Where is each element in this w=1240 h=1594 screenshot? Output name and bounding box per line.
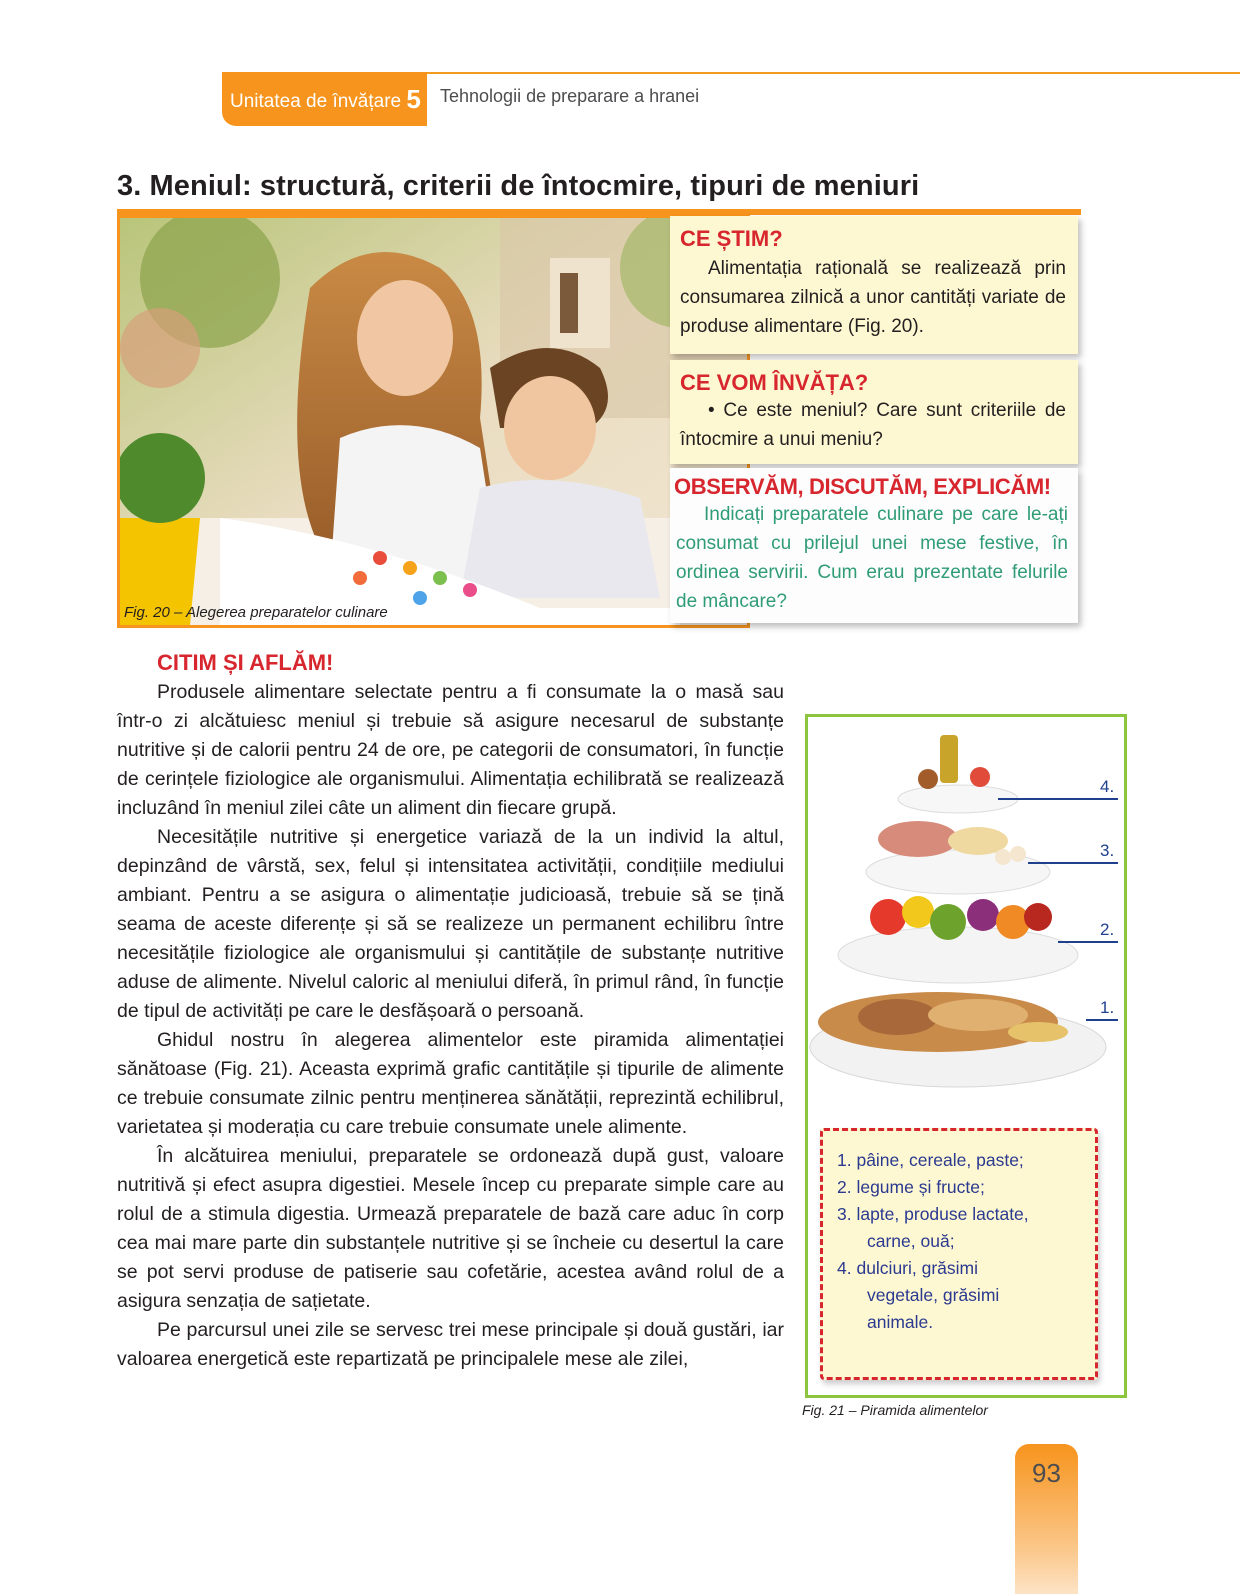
paragraph: Necesitățile nutritive și energetice variază de la un individ la altul, depinzând de vârstă, sex, felul și intensitatea activității, condițiile mediului ambiant. Pentru a se asigura o alimentație judicioasă, trebuie să se țină seama de aceste diferențe și să se realizeze un permanent echilibru între necesitățile fiziologice ale organismului și cantitățile de substanțe nutritive aduse de alimente. Nivelul caloric al meniului diferă, în primul rând, în funcție de tipul de activități pe care le desfășoară o persoană. [117, 826, 784, 1022]
citim-heading: CITIM ȘI AFLĂM! [157, 650, 334, 675]
level-4-label: 4. [1100, 777, 1115, 796]
pyramid-legend [820, 1128, 1098, 1380]
figure-21-caption: Fig. 21 – Piramida alimentelor [802, 1402, 988, 1418]
ce-stim-text: Alimentația rațională se realizează prin consumarea zilnică a unor cantități variate de produse alimentare (Fig. 20). [680, 258, 1066, 337]
legend-item-4: 4. dulciuri, grăsimi [837, 1258, 979, 1278]
legend-item-4-cont2: animale. [867, 1312, 934, 1332]
figure-20-photo [117, 215, 750, 628]
paragraph: Pe parcursul unei zile se servesc trei mese principale și două gustări, iar valoarea energetică este repartizată pe principalele mese ale zilei, [117, 1319, 784, 1370]
observam-text: Indicați preparatele culinare pe care le-ați consumat cu prilejul unei mese festive, în ordinea servirii. Cum erau prezentate felurile de mâncare? [676, 504, 1068, 612]
paragraph: Produsele alimentare selectate pentru a fi consumate la o masă sau într-o zi alcătuiesc meniul și trebuie să asigure necesarul de substanțe nutritive și de calorii pentru 24 de ore, pe categorii de consumatori, în funcție de cerințele fiziologice ale organismului. Alimentația echilibrată se realizează incluzând în meniul zilei câte un aliment din fiecare grupă. [117, 681, 784, 819]
figure-20-caption: Fig. 20 – Alegerea preparatelor culinare [124, 604, 388, 621]
paragraph: În alcătuirea meniului, preparatele se ordonează după gust, valoare nutritivă și efect asupra digestiei. Mesele încep cu preparate simple care au rolul de a stimula digestia. Urmează preparatele de bază care aduc în corp cea mai mare parte din substanțele nutritive și se încheie cu desertul la care se pot servi produse de patiserie sau cofetărie, acestea având rolul de a asigura senzația de sațietate. [117, 1145, 784, 1312]
lesson-title: 3. Meniul: structură, criterii de întocmire, tipuri de meniuri [117, 170, 920, 202]
ce-vom-invata-box [670, 360, 1078, 464]
legend-item-3-cont: carne, ouă; [867, 1231, 955, 1251]
unit-tab [222, 72, 427, 126]
ce-stim-heading: CE ȘTIM? [680, 226, 783, 251]
paragraph: Ghidul nostru în alegerea alimentelor este piramida alimentației sănătoase (Fig. 21). Aceasta exprimă grafic cantitățile și tipurile de alimente ce trebuie consumate zilnic pentru menținerea sănătății, reprezintă echilibrul, varietatea și moderația cu care trebuie consumate unele alimente. [117, 1029, 784, 1138]
food-pyramid-illustration [808, 717, 1124, 1117]
observam-heading: OBSERVĂM, DISCUTĂM, EXPLICĂM! [674, 474, 1051, 499]
ce-stim-box [670, 216, 1078, 354]
level-2-label: 2. [1100, 920, 1115, 939]
legend-item-3: 3. lapte, produse lactate, [837, 1204, 1029, 1224]
legend-item-4-cont: vegetale, grăsimi [867, 1285, 1000, 1305]
level-1-label: 1. [1100, 998, 1115, 1017]
body-text [117, 678, 784, 1374]
ce-vom-invata-heading: CE VOM ÎNVĂȚA? [680, 370, 869, 395]
observam-box [670, 468, 1078, 623]
page-number: 93 [1015, 1444, 1078, 1594]
legend-item-1: 1. pâine, cereale, paste; [837, 1150, 1024, 1170]
ce-vom-invata-text: • Ce este meniul? Care sunt criteriile de întocmire a unui meniu? [680, 400, 1066, 450]
level-3-label: 3. [1100, 841, 1115, 860]
unit-label: Unitatea de învățare [230, 91, 402, 112]
mother-child-reading-menu-illustration [120, 218, 747, 625]
legend-item-2: 2. legume și fructe; [837, 1177, 985, 1197]
unit-title: Tehnologii de preparare a hranei [440, 86, 700, 106]
unit-number: 5 [406, 84, 421, 114]
